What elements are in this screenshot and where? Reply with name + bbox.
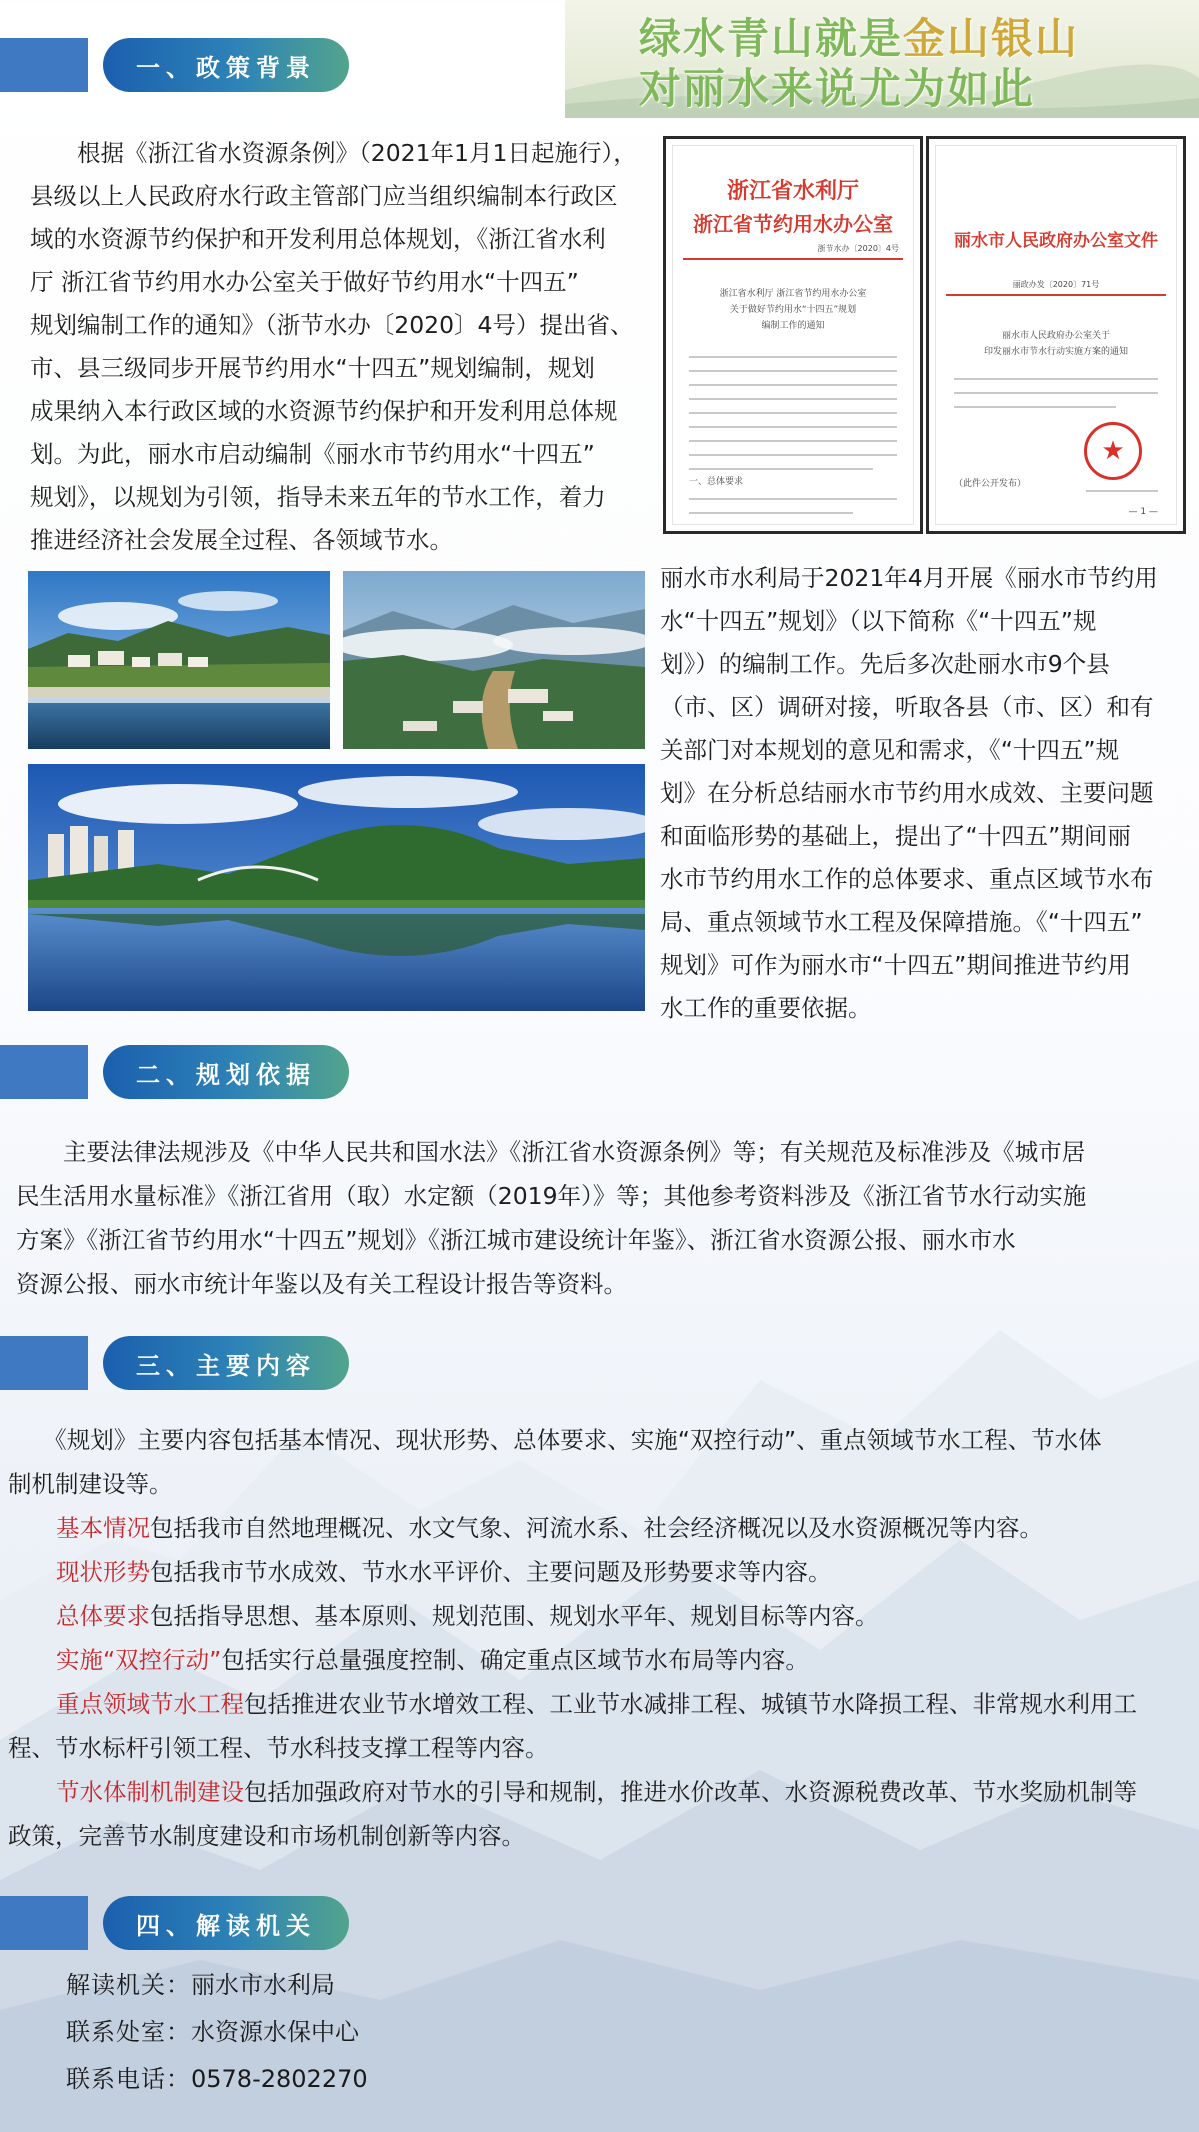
contact-office: 联系处室：水资源水保中心	[66, 2018, 359, 2046]
section-4-bar	[0, 1896, 88, 1950]
section-3-bar	[0, 1336, 88, 1390]
section-4-title: 四、解读机关	[103, 1896, 349, 1950]
content-item-status: 现状形势包括我市节水成效、节水水平评价、主要问题及形势要求等内容。	[56, 1558, 832, 1586]
content-item-dual-control: 实施“双控行动”包括实行总量强度控制、确定重点区域节水布局等内容。	[56, 1646, 809, 1674]
photo-aerial-valley	[343, 571, 645, 749]
content-paragraph: 《规划》主要内容包括基本情况、现状形势、总体要求、实施“双控行动”、重点领域节水工程、节水体 制机制建设等。 基本情况包括我市自然地理概况、水文气象、河流水系、社会经济概况以及水资源概况等内容。 现状形势包括我市节水成效、节水水平评价、主要问题及形势要求等内容。 总体要求包括指导思想、基本原则、规划范围、规划水平年、规划目标等内容。 实施“双控行动”包括实行总量强度控制、确定重点区域节水布局等内容。 重点领域节水工程包括推进农业节水增效工程、工业节水减排工程、城镇节水降损工程、非常规水利用工 程、节水标杆引领工程、节水科技支撑工程等内容。 节水体制机制建设包括加强政府对节水的引导和规制，推进水价改革、水资源税费改革、节水奖励机制等 政策，完善节水制度建设和市场机制创新等内容。	[8, 1418, 1196, 1858]
official-seal-icon: ★	[1084, 422, 1142, 480]
content-item-basic: 基本情况包括我市自然地理概况、水文气象、河流水系、社会经济概况以及水资源概况等内容。	[56, 1514, 1043, 1542]
content-item-mechanism: 节水体制机制建设包括加强政府对节水的引导和规制，推进水价改革、水资源税费改革、节水奖励机制等	[56, 1778, 1137, 1806]
content-item-key-projects: 重点领域节水工程包括推进农业节水增效工程、工业节水减排工程、城镇节水降损工程、非常规水利用工	[56, 1690, 1137, 1718]
section-1-title: 一、政策背景	[103, 38, 349, 92]
basis-paragraph: 主要法律法规涉及《中华人民共和国水法》《浙江省水资源条例》等；有关规范及标准涉及《城市居 民生活用水量标准》《浙江省用（取）水定额（2019年）》等；其他参考资料涉及《浙江省节水行动实施 方案》《浙江省节约用水“十四五”规划》《浙江城市建设统计年鉴》、浙江省水资源公报、丽水市水 资源公报、丽水市统计年鉴以及有关工程设计报告等资料。	[16, 1138, 1087, 1298]
section-3-title: 三、主要内容	[103, 1336, 349, 1390]
work-paragraph: 丽水市水利局于2021年4月开展《丽水市节约用 水“十四五”规划》（以下简称《“十四五”规 划》）的编制工作。先后多次赴丽水市9个县 （市、区）调研对接，听取各县（市、区）和有 关部门对本规划的意见和需求，《“十四五”规 划》在分析总结丽水市节约用水成效、主要问题 和面临形势的基础上，提出了“十四五”期间丽 水市节约用水工作的总体要求、重点区域节水布 局、重点领域节水工程及保障措施。《“十四五” 规划》可作为丽水市“十四五”期间推进节约用 水工作的重要依据。	[660, 564, 1158, 1022]
photo-village-river	[28, 571, 330, 749]
contact-info	[66, 1962, 368, 2103]
slogan-banner	[565, 0, 1199, 118]
section-2-title: 二、规划依据	[103, 1045, 349, 1099]
contact-organ: 解读机关：丽水市水利局	[66, 1971, 335, 1999]
banner-line-2: 对丽水来说尤为如此	[639, 64, 1036, 113]
document-provincial-notice: 浙江省水利厅 浙江省节约用水办公室 浙节水办〔2020〕4号 浙江省水利厅 浙江省节约用水办公室 关于做好节约用水“十四五”规划 编制工作的通知 一、总体要求	[663, 136, 923, 534]
content-item-requirements: 总体要求包括指导思想、基本原则、规划范围、规划水平年、规划目标等内容。	[56, 1602, 879, 1630]
contact-phone: 联系电话：0578-2802270	[66, 2065, 368, 2093]
section-1-bar	[0, 38, 88, 92]
section-2-bar	[0, 1045, 88, 1099]
document-city-notice: 丽水市人民政府办公室文件 丽政办发〔2020〕71号 丽水市人民政府办公室关于 印发丽水市节水行动实施方案的通知 ★ （此件公开发布） — 1 —	[926, 136, 1186, 534]
banner-line-1: 绿水青山就是金山银山	[639, 14, 1080, 63]
intro-paragraph: 根据《浙江省水资源条例》（2021年1月1日起施行）， 县级以上人民政府水行政主管部门应当组织编制本行政区 域的水资源节约保护和开发利用总体规划，《浙江省水利 厅 浙江省节约用水办公室关于做好节约用水“十四五” 规划编制工作的通知》（浙节水办〔2020〕4号）提出省、 市、县三级同步开展节约用水“十四五”规划编制，规划 成果纳入本行政区域的水资源节约保护和开发利用总体规 划。为此，丽水市启动编制《丽水市节约用水“十四五” 规划》，以规划为引领，指导未来五年的节水工作，着力 推进经济社会发展全过程、各领域节水。	[30, 139, 637, 554]
photo-lake-panorama	[28, 764, 645, 1011]
